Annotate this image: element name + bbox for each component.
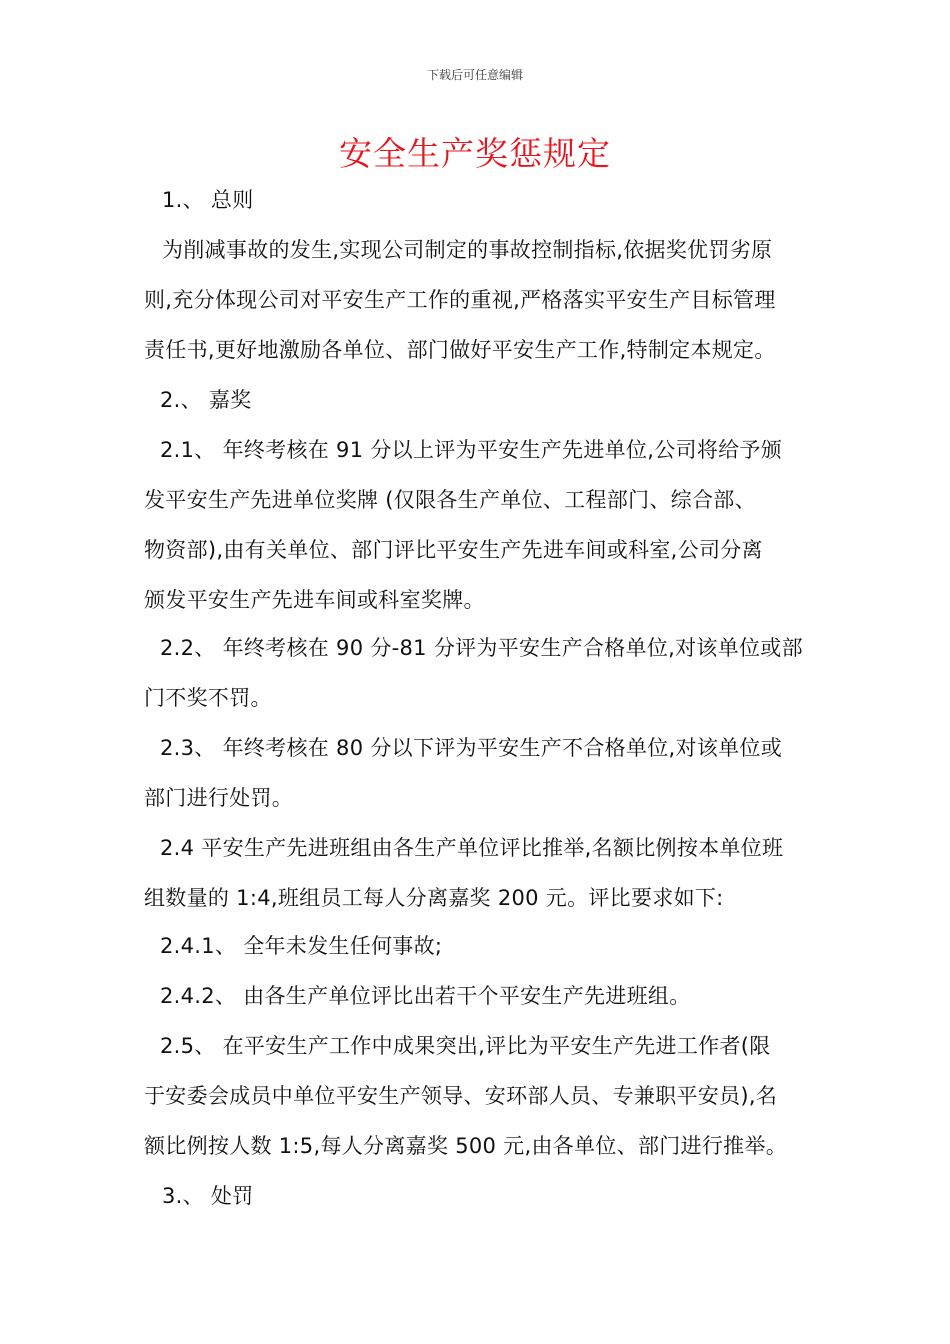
paragraph-line: 物资部),由有关单位、部门评比平安生产先进车间或科室,公司分离 — [144, 538, 763, 562]
paragraph-line: 门不奖不罚。 — [144, 686, 272, 710]
section-heading-penalty: 3.、 处罚 — [162, 1184, 254, 1208]
section-heading-reward: 2.、 嘉奖 — [160, 388, 252, 412]
paragraph-line: 2.3、 年终考核在 80 分以下评为平安生产不合格单位,对该单位或 — [160, 736, 783, 760]
paragraph-line: 责任书,更好地激励各单位、部门做好平安生产工作,特制定本规定。 — [144, 338, 776, 362]
paragraph-line: 颁发平安生产先进车间或科室奖牌。 — [144, 588, 485, 612]
paragraph-line: 则,充分体现公司对平安生产工作的重视,严格落实平安生产目标管理 — [144, 288, 776, 312]
paragraph-line: 2.5、 在平安生产工作中成果突出,评比为平安生产先进工作者(限 — [160, 1034, 771, 1058]
section-heading-general: 1.、 总则 — [162, 188, 254, 212]
paragraph-line: 于安委会成员中单位平安生产领导、安环部人员、专兼职平安员),名 — [144, 1084, 778, 1108]
paragraph-line: 为削减事故的发生,实现公司制定的事故控制指标,依据奖优罚劣原 — [162, 238, 773, 262]
list-item: 2.4.1、 全年未发生任何事故; — [160, 934, 443, 958]
document-title: 安全生产奖惩规定 — [339, 134, 611, 173]
header-note: 下载后可任意编辑 — [426, 68, 523, 82]
paragraph-line: 2.1、 年终考核在 91 分以上评为平安生产先进单位,公司将给予颁 — [160, 438, 783, 462]
paragraph-line: 部门进行处罚。 — [144, 786, 294, 810]
paragraph-line: 2.2、 年终考核在 90 分-81 分评为平安生产合格单位,对该单位或部 — [160, 636, 803, 660]
paragraph-line: 额比例按人数 1:5,每人分离嘉奖 500 元,由各单位、部门进行推举。 — [144, 1134, 788, 1158]
paragraph-line: 发平安生产先进单位奖牌 (仅限各生产单位、工程部门、综合部、 — [144, 488, 756, 512]
paragraph-line: 组数量的 1:4,班组员工每人分离嘉奖 200 元。评比要求如下: — [144, 886, 724, 910]
paragraph-line: 2.4 平安生产先进班组由各生产单位评比推举,名额比例按本单位班 — [160, 836, 784, 860]
list-item: 2.4.2、 由各生产单位评比出若干个平安生产先进班组。 — [160, 984, 691, 1008]
